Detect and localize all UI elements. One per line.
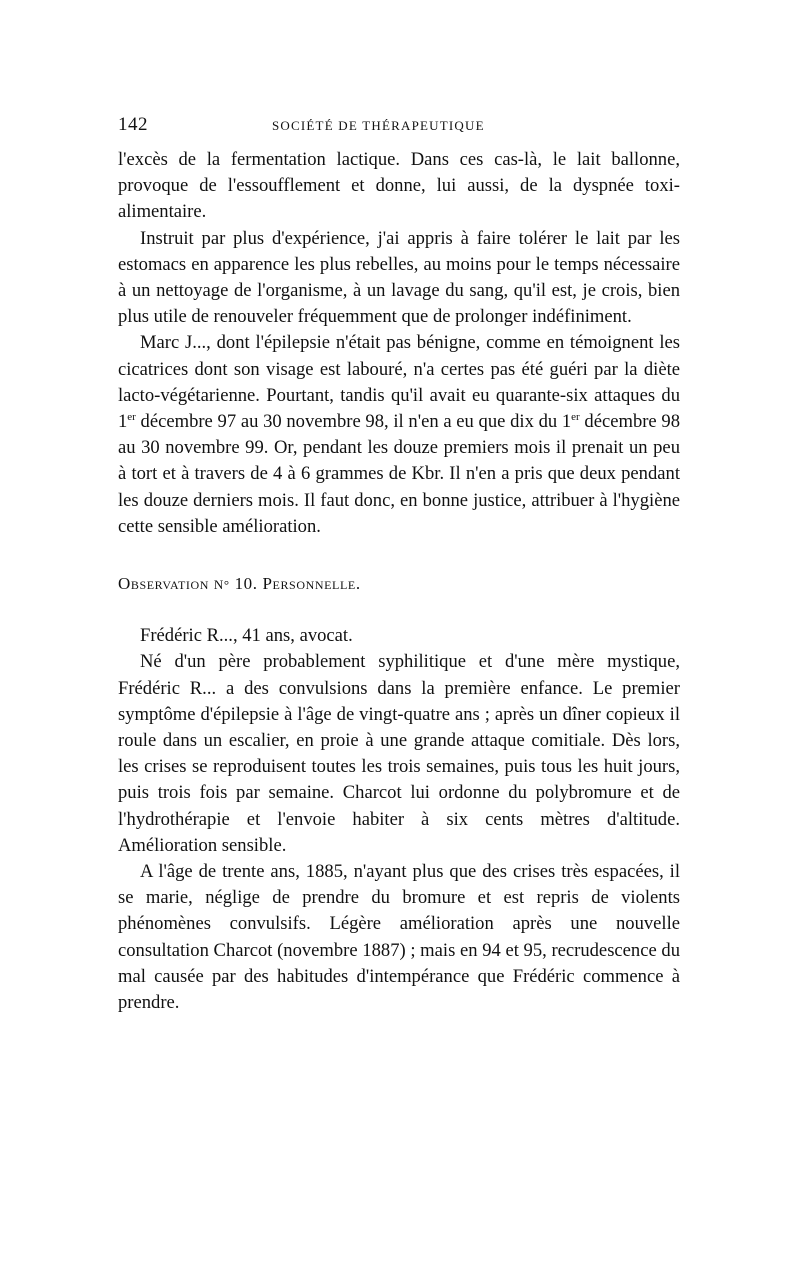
superscript-er-1: er [127,410,136,423]
paragraph-marc-part-a: Marc J..., dont l'épilepsie n'était pas bénigne, comme en témoignent les cicatrices dont son visage est labouré, n'a certes pas été guéri par la diète lacto-végétarienne. Pourtant, tandis qu'il avait eu quarante-six attaques du 1 [118,332,680,433]
section-heading [118,571,680,598]
paragraph-marc-part-c: décembre 98 au 30 novembre 99. Or, pendant les douze premiers mois il prenait un peu à tort et à travers de 4 à 6 grammes de Kbr. Il n'en a pris que deux pendant les douze derniers mois. Il faut donc, en bonne justice, attribuer à l'hygiène cette sensible amélioration. [118,411,680,537]
running-head: SOCIÉTÉ DE THÉRAPEUTIQUE [272,118,485,133]
heading-number-sign: N° [213,577,230,593]
page-body [118,147,680,1016]
paragraph-patient-intro: Frédéric R..., 41 ans, avocat. [140,625,353,647]
page-header [118,114,680,142]
paragraph-patient-marriage: A l'âge de trente ans, 1885, n'ayant plus que des crises très espacées, il se marie, néglige de prendre du bromure et est repris de violents phénomènes convulsifs. Légère amélioration après une nouvelle consultation Charcot (novembre 1887) ; mais en 94 et 95, recrudescence du mal causée par des habitudes d'intempérance que Frédéric commence à prendre. [118,861,680,1014]
paragraph-marc-part-b: décembre 97 au 30 novembre 98, il n'en a eu que dix du 1 [135,411,572,433]
page-number: 142 [118,114,148,135]
paragraph-marc [118,330,680,540]
paragraph-experience: Instruit par plus d'expérience, j'ai appris à faire tolérer le lait par les estomacs en apparence les plus rebelles, au moins pour le temps nécessaire à un nettoyage de l'organisme, à un lavage du sang, qu'il est, je crois, bien plus utile de renouveler fréquemment que de prolonger indéfiniment. [118,227,680,328]
paragraph-continuation: l'excès de la fermentation lactique. Dans ces cas-là, le lait ballonne, provoque de l'essoufflement et donne, lui aussi, de la dyspnée toxi-alimentaire. [118,149,680,223]
heading-observation: Observation [118,574,210,594]
heading-rest: 10. Personnelle. [234,574,361,594]
paragraph-patient-history: Né d'un père probablement syphilitique et d'une mère mystique, Frédéric R... a des convulsions dans la première enfance. Le premier symptôme d'épilepsie à l'âge de vingt-quatre ans ; après un dîner copieux il roule dans un escalier, en proie à une grande attaque comitiale. Dès lors, les crises se reproduisent toutes les trois semaines, puis tous les huit jours, puis trois fois par semaine. Charcot lui ordonne du polybromure et de l'hydrothérapie et l'envoie habiter à six cents mètres d'altitude. Amélioration sensible. [118,651,680,856]
superscript-er-2: er [571,410,580,423]
